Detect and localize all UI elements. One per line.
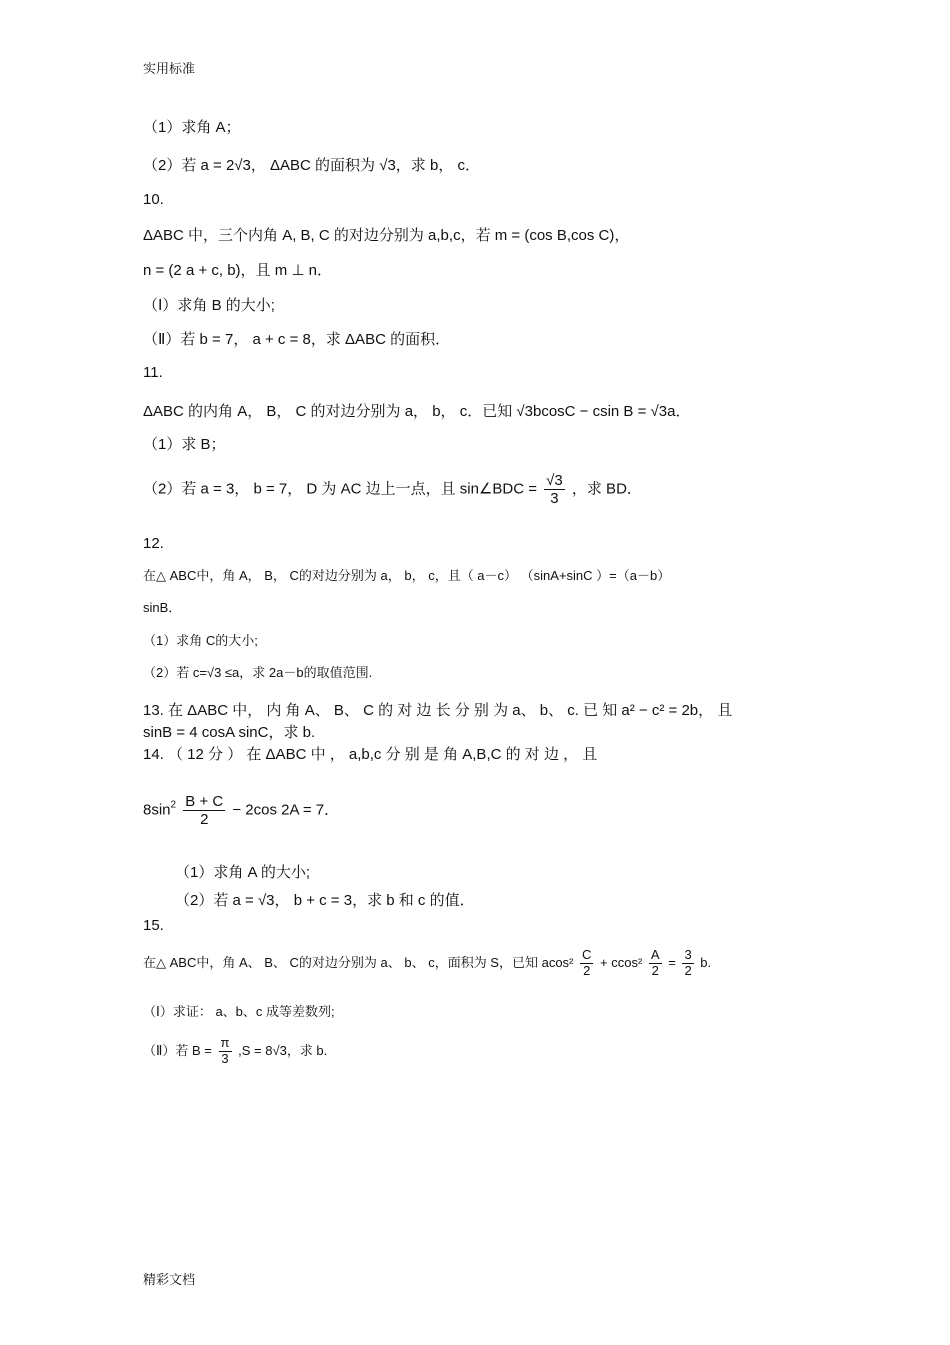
problem-14-statement-1: 14. （ 12 分 ） 在 ΔABC 中 ， a,b,c 分 别 是 角 A,B,C 的 对 边 ， 且 [143,746,598,763]
fraction-numerator: π [220,1035,230,1050]
problem-15-statement-tail: b. [700,954,712,970]
problem-13-statement-2: sinB = 4 cosA sinC，求 b. [143,724,316,741]
problem-10-statement-2: n = (2 a + c, b)，且 m ⊥ n． [143,262,332,279]
problem-15-part-2 [143,1036,327,1067]
fraction-numerator: 3 [684,947,692,962]
problem-15-part-1: （Ⅰ）求证： a、b、c 成等差数列; [143,1004,335,1019]
fraction-denominator: 2 [684,962,692,978]
fraction [183,793,225,829]
fraction-denominator: 2 [200,811,209,829]
fraction-denominator: 3 [550,490,559,508]
page-header: 实用标准 [143,61,196,76]
problem-13-statement-1: 13. 在 ΔABC 中， 内 角 A、 B、 C 的 对 边 长 分 别 为 a、 b、 c. 已 知 a² − c² = 2b， 且 [143,702,733,719]
problem-12-statement-1: 在△ ABC中，角 A， B， C的对边分别为 a， b， c，且（ a－c） （sinA+sinC ）=（a－b） [143,568,671,583]
fraction-numerator: A [650,947,660,962]
problem-15-statement-text: 在△ ABC中，角 A、 B、 C的对边分别为 a、 b、 c，面积为 S，已知 acos² [143,954,574,970]
exponent: 2 [170,799,177,811]
problem-11-part-1: （1）求 B； [143,436,226,453]
problem-11-number: 11. [143,364,163,381]
fraction-denominator: 3 [221,1050,229,1066]
fraction [682,948,693,979]
fraction [544,472,565,508]
problem-11-part-2-tail: ，求 BD． [571,480,642,498]
problem-10-statement-1: ΔABC 中，三个内角 A, B, C 的对边分别为 a,b,c，若 m = (cos B,cos C)， [143,227,630,244]
problem-12-part-1: （1）求角 C的大小; [143,633,258,648]
problem-10-part-2: （Ⅱ）若 b = 7， a + c = 8，求 ΔABC 的面积． [143,331,451,348]
fraction-numerator: C [582,947,592,962]
fraction-numerator: √3 [546,472,563,489]
problem-11-part-2-text: （2）若 a = 3， b = 7， D 为 AC 边上一点，且 sin∠BDC = [143,480,542,498]
problem-15-number: 15. [143,917,164,934]
problem-14-part-1: （1）求角 A 的大小; [175,864,311,881]
fraction-numerator: B + C [185,793,224,810]
problem-9-part-2: （2）若 a = 2√3， ΔABC 的面积为 √3，求 b， c． [143,157,480,174]
fraction [219,1036,232,1067]
equals-sign: = [668,954,676,970]
problem-9-part-1: （1）求角 A； [143,119,241,136]
problem-15-part-2-text: （Ⅱ）若 B = [143,1042,212,1058]
fraction-denominator: 2 [651,962,659,978]
problem-15-statement [143,948,711,979]
problem-11-statement: ΔABC 的内角 A， B， C 的对边分别为 a， b， c．已知 √3bcosC − csin B = √3a． [143,403,691,420]
problem-10-number: 10. [143,191,164,208]
problem-11-part-2 [143,472,642,508]
fraction [649,948,662,979]
problem-12-part-2: （2）若 c=√3 ≤a，求 2a－b的取值范围. [143,665,373,680]
problem-12-number: 12. [143,535,164,552]
problem-15-part-2-tail: ,S = 8√3，求 b. [238,1042,328,1058]
problem-14-expression-lead: 8sin [143,801,171,819]
fraction [580,948,593,979]
problem-14-statement-2 [143,793,339,829]
problem-15-statement-mid: + ccos² [600,954,643,970]
problem-12-statement-2: sinB． [143,600,182,615]
problem-14-part-2: （2）若 a = √3， b + c = 3，求 b 和 c 的值． [175,892,475,909]
problem-14-expression-tail: − 2cos 2A = 7． [232,801,340,819]
fraction-denominator: 2 [583,962,591,978]
problem-10-part-1: （Ⅰ）求角 B 的大小; [143,297,275,314]
page-footer: 精彩文档 [143,1272,196,1287]
